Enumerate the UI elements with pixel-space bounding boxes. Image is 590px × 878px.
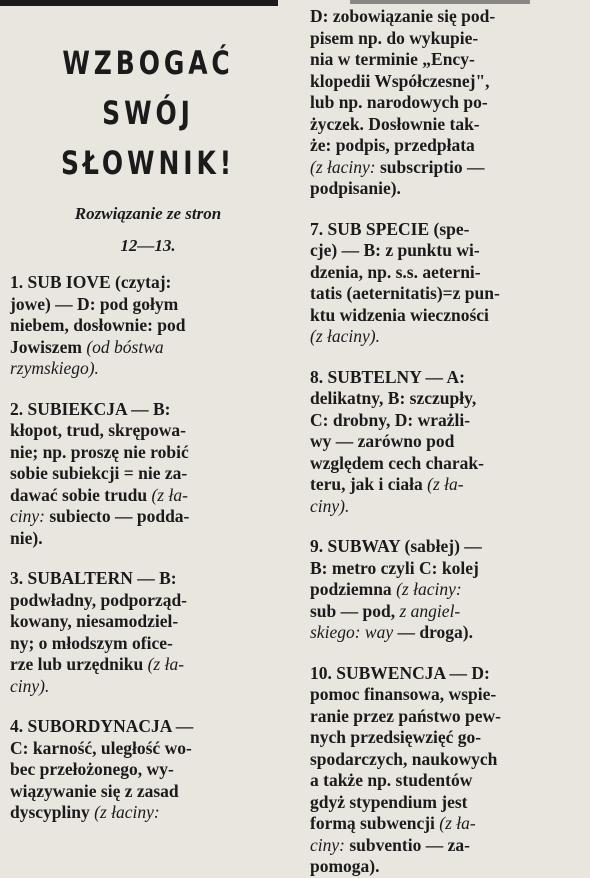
entry-6-line-5: lub np. narodowych po- xyxy=(310,92,488,112)
entry-10 xyxy=(310,663,585,878)
entry-1-line-4: Jowiszem (od bóstwa xyxy=(10,336,164,357)
headline-line-1: WZBOGAĆ SWÓJ xyxy=(62,44,234,132)
entry-8-line-7: ciny). xyxy=(310,495,350,516)
headline-line-2: SŁOWNIK! xyxy=(61,144,235,182)
entry-1-line-1: 1. SUB IOVE (czytaj: xyxy=(10,272,172,292)
entry-2-line-4: sobie subiekcji = nie za- xyxy=(10,463,188,483)
entry-4-line-4: wiązywanie się z zasad xyxy=(10,780,179,801)
entry-6-line-3: nia w terminie „Ency- xyxy=(310,49,475,69)
entry-10-line-10: pomoga). xyxy=(310,856,380,876)
entry-10-line-5: spodarczych, naukowych xyxy=(310,748,498,769)
entry-2-line-2: kłopot, trud, skrępowa- xyxy=(10,420,186,440)
entry-6-line-8: (z łaciny: subscriptio — xyxy=(310,156,485,177)
entry-10-line-1: 10. SUBWENCJA — D: xyxy=(310,662,490,683)
entry-8 xyxy=(310,367,585,518)
entry-7-line-6: (z łaciny). xyxy=(310,326,380,346)
entry-6-line-9: podpisanie). xyxy=(310,178,401,198)
entry-2-line-5: dawać sobie trudu (z ła- xyxy=(10,484,188,505)
entry-3-line-1: 3. SUBALTERN — B: xyxy=(10,568,177,588)
subhead-line-1: Rozwiązanie ze stron xyxy=(74,204,222,223)
entry-6-line-2: pisem np. do wykupie- xyxy=(310,27,479,48)
entry-7-line-3: dzenia, np. s.s. aeterni- xyxy=(310,261,481,282)
subhead-line-2: 12—13. xyxy=(120,236,176,255)
entry-7-line-2: cje) — B: z punktu wi- xyxy=(310,240,480,260)
entry-6-line-6: życzek. Dosłownie tak- xyxy=(310,113,480,134)
left-column xyxy=(10,0,286,822)
entry-2-line-7: nie). xyxy=(10,527,43,548)
entry-8-line-6: teru, jak i ciała (z ła- xyxy=(310,474,464,494)
entry-2-line-1: 2. SUBIEKCJA — B: xyxy=(10,398,171,419)
entry-2-line-3: nie; np. proszę nie robić xyxy=(10,441,189,462)
entry-1-line-5: rzymskiego). xyxy=(10,358,99,378)
entry-8-line-5: względem cech charak- xyxy=(310,452,484,473)
entry-10-line-6: a także np. studentów xyxy=(310,770,473,790)
entry-4-line-1: 4. SUBORDYNACJA — xyxy=(10,716,194,736)
entry-6 xyxy=(310,6,585,200)
entry-7-line-5: ktu widzenia wieczności xyxy=(310,304,489,325)
entry-3-line-2: podwładny, podporząd- xyxy=(10,589,188,610)
right-column xyxy=(310,0,585,876)
entry-7-line-1: 7. SUB SPECIE (spe- xyxy=(310,218,470,239)
entry-9-line-2: B: metro czyli C: kolej xyxy=(310,557,479,578)
entry-3 xyxy=(10,568,286,697)
entry-9-line-1: 9. SUBWAY (sabłej) — xyxy=(310,536,482,556)
entry-9 xyxy=(310,536,585,644)
entry-8-line-2: delikatny, B: szczupły, xyxy=(310,388,477,408)
entry-10-line-7: gdyż stypendium jest xyxy=(310,791,468,812)
entry-3-line-3: kowany, niesamodziel- xyxy=(10,611,179,631)
entry-4 xyxy=(10,716,286,824)
entry-6-line-1: D: zobowiązanie się pod- xyxy=(310,6,496,26)
entry-1 xyxy=(10,272,286,380)
entry-9-line-4: sub — pod, z angiel- xyxy=(310,600,461,621)
entry-8-line-1: 8. SUBTELNY — A: xyxy=(310,366,465,387)
entry-10-line-9: ciny: subventio — za- xyxy=(310,834,470,855)
entry-10-line-3: ranie przez państwo pew- xyxy=(310,705,502,726)
entry-1-line-3: niebem, dosłownie: pod xyxy=(10,315,186,335)
entry-9-line-3: podziemna (z łaciny: xyxy=(310,579,462,599)
entry-4-line-5: dyscypliny (z łaciny: xyxy=(10,802,160,822)
entry-8-line-4: wy — zarówno pod xyxy=(310,431,455,451)
entry-9-line-5: skiego: way — droga). xyxy=(310,622,473,642)
entry-2 xyxy=(10,399,286,550)
entry-1-line-2: jowe) — D: pod gołym xyxy=(10,293,179,314)
entry-7-line-4: tatis (aeternitatis)=z pun- xyxy=(310,283,500,303)
entry-10-line-4: nych przedsięwzięć go- xyxy=(310,727,482,747)
entry-6-line-7: że: podpis, przedpłata xyxy=(310,135,475,155)
entry-3-line-4: ny; o młodszym ofice- xyxy=(10,632,173,653)
entry-4-line-2: C: karność, uległość wo- xyxy=(10,737,192,758)
entry-10-line-8: formą subwencji (z ła- xyxy=(310,813,476,833)
entry-10-line-2: pomoc finansowa, wspie- xyxy=(310,684,497,704)
entry-7 xyxy=(310,219,585,348)
entry-6-line-4: klopedii Współczesnej", xyxy=(310,70,490,91)
entry-3-line-6: ciny). xyxy=(10,675,50,696)
entry-2-line-6: ciny: subiecto — podda- xyxy=(10,506,190,526)
entry-3-line-5: rze lub urzędniku (z ła- xyxy=(10,654,185,674)
entry-4-line-3: bec przełożonego, wy- xyxy=(10,759,174,779)
entry-8-line-3: C: drobny, D: wrażli- xyxy=(310,409,471,430)
